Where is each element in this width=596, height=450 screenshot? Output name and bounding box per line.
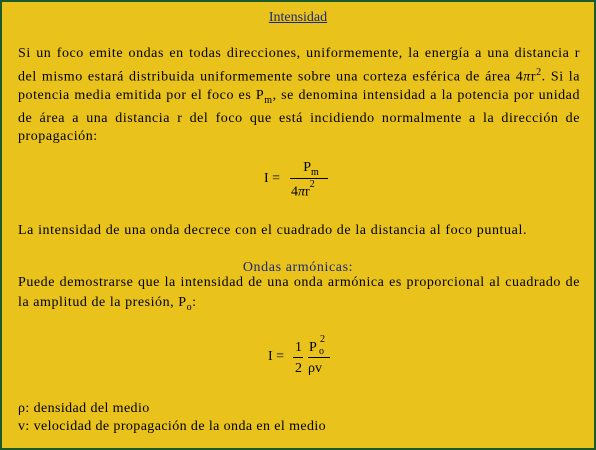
subscript-m: m: [264, 94, 273, 106]
rho-definition: : densidad del medio: [25, 401, 150, 416]
intro-text-2: . Si la potencia media emitida por el foco es P: [18, 69, 580, 103]
formula2-lhs: I =: [268, 349, 285, 364]
harmonic-waves-heading: Ondas armónicas:: [242, 260, 354, 275]
coef-denominator: 2: [295, 361, 302, 376]
subscript-o: o: [186, 301, 193, 313]
v-definition: : velocidad de propagación de la onda en el medio: [25, 419, 327, 434]
coef-numerator: 1: [295, 340, 302, 355]
den-four: 4: [291, 184, 298, 200]
intensity-formula: [264, 160, 344, 204]
intro-paragraph: [18, 45, 580, 147]
formula-lhs: I =: [264, 171, 281, 186]
formula-numerator: [295, 160, 327, 178]
coef-bar: [293, 357, 303, 358]
v-symbol: v: [18, 419, 26, 434]
decrease-paragraph: La intensidad de una onda decrece con el cuadrado de la distancia al foco puntual.: [18, 223, 528, 238]
rho-symbol: ρ: [18, 401, 26, 416]
definitions-list: [18, 400, 326, 436]
power-symbol: P: [303, 160, 311, 175]
den-v: v: [315, 361, 322, 376]
formula2-numerator: [308, 334, 334, 356]
intro-text-1: Si un foco emite ondas en todas direcciones, uniformemente, la energía a una distancia r del mismo estará distribuida uniformemente sobre una corteza esférica de área 4: [18, 46, 580, 85]
intro-text-3: , se denomina intensidad a la potencia por unidad de área a una distancia r del foco que está incidiendo normalmente a la dirección de propagación:: [18, 87, 580, 145]
formula-denominator: [291, 179, 331, 201]
section-title: Intensidad: [268, 10, 328, 25]
formula2-denominator: [308, 361, 322, 377]
den-exponent: 2: [309, 179, 315, 190]
harmonic-intensity-formula: [268, 334, 338, 384]
fraction-bar: [290, 178, 328, 179]
harmonic-text-2: :: [192, 295, 197, 310]
den-rho: ρ: [308, 361, 315, 376]
definition-v: [18, 418, 326, 436]
harmonic-text-1: Puede demostrarse que la intensidad de una onda armónica es proporcional al cuadrado de la amplitud de la presión, P: [18, 275, 580, 310]
pressure-symbol: P: [309, 340, 317, 355]
pressure-subscript: o: [319, 346, 324, 357]
pressure-exponent: 2: [320, 334, 325, 345]
harmonic-paragraph: [18, 273, 580, 318]
pi-symbol: π: [523, 69, 531, 85]
r-symbol: r: [530, 69, 537, 85]
definition-rho: [18, 400, 326, 418]
den-r: r: [305, 184, 310, 200]
power-subscript: m: [311, 166, 319, 178]
den-pi: π: [298, 184, 306, 200]
exponent-2: 2: [536, 66, 542, 78]
fraction-bar-2: [308, 357, 330, 358]
